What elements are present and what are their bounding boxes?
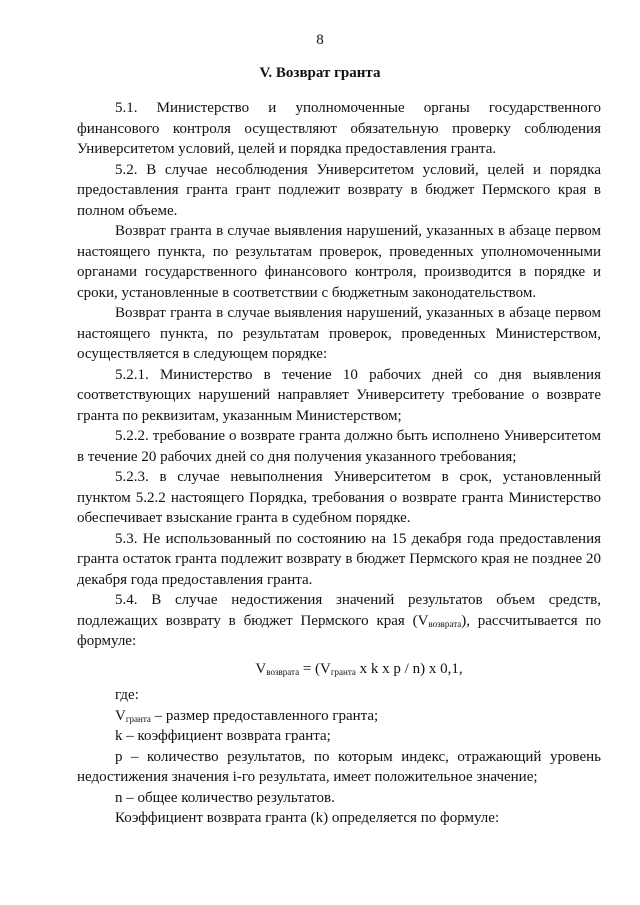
paragraph-5-2-1: 5.2.1. Министерство в течение 10 рабочих дней со дня выявления соответствующих нарушений направляет Университету требование о возврате гранта по реквизитам, указанным Министерством; bbox=[77, 366, 601, 424]
paragraph-5-2-2: 5.2.2. требование о возврате гранта должно быть исполнено Университетом в течение 20 рабочих дней со дня получения указанного требования; bbox=[77, 428, 601, 465]
definition-n: n – общее количество результатов. bbox=[115, 789, 335, 806]
definition-v-grant bbox=[77, 706, 601, 727]
definition-k: k – коэффициент возврата гранта; bbox=[115, 728, 331, 744]
formula-lhs: V bbox=[255, 660, 267, 677]
definition-where: где: bbox=[115, 687, 139, 703]
formula-lhs-subscript: возврата bbox=[266, 666, 300, 677]
paragraph-5-2-3: 5.2.3. в случае невыполнения Университетом в срок, установленный пунктом 5.2.2 настоящего Порядка, требования о возврате гранта Министерство обеспечивает взыскание гранта в судебном порядке. bbox=[77, 469, 601, 526]
paragraph-5-4-subscript: возврата bbox=[428, 618, 462, 629]
paragraph-5-4-text-b: ), рассчитывается по формуле: bbox=[77, 612, 601, 649]
return-formula bbox=[77, 659, 601, 680]
definition-p: p – количество результатов, по которым индекс, отражающий уровень недостижения значения i-го результата, имеет положительное значение; bbox=[77, 748, 601, 785]
paragraph-5-4-text-a: 5.4. В случае недостижения значений результатов объем средств, подлежащих возврату в бюджет Пермского края (V bbox=[77, 592, 601, 629]
paragraph-5-2: 5.2. В случае несоблюдения Университетом условий, целей и порядка предоставления гранта грант подлежит возврату в бюджет Пермского края в полном объеме. bbox=[77, 161, 601, 219]
paragraph-return-by-control-bodies: Возврат гранта в случае выявления нарушений, указанных в абзаце первом настоящего пункта, по результатам проверок, проведенных уполномоченными органами государственного финансового контроля, производится в порядке и сроки, установленные в соответствии с бюджетным законодательством. bbox=[77, 223, 601, 301]
page-number: 8 bbox=[316, 32, 324, 48]
definition-v-grant-text: – размер предоставленного гранта; bbox=[150, 707, 379, 724]
paragraph-5-1: 5.1. Министерство и уполномоченные органы государственного финансового контроля осуществляют обязательную проверку соблюдения Университетом условий, целей и порядка предоставления гранта. bbox=[77, 100, 601, 157]
formula-grant-subscript: гранта bbox=[330, 666, 356, 677]
paragraph-5-4 bbox=[77, 590, 601, 652]
document-body bbox=[77, 98, 601, 829]
section-title: V. Возврат гранта bbox=[259, 65, 381, 81]
formula-eq: = (V bbox=[299, 660, 331, 677]
formula-rest: x k x p / n) x 0,1, bbox=[355, 660, 463, 677]
paragraph-5-3: 5.3. Не использованный по состоянию на 15 декабря года предоставления гранта остаток гранта подлежит возврату в бюджет Пермского края не позднее 20 декабря года предоставления гранта. bbox=[77, 530, 601, 588]
definition-v-grant-symbol: V bbox=[115, 707, 126, 724]
definition-v-grant-subscript: гранта bbox=[125, 713, 151, 724]
k-formula-intro: Коэффициент возврата гранта (k) определяется по формуле: bbox=[115, 810, 500, 826]
paragraph-return-by-ministry: Возврат гранта в случае выявления нарушений, указанных в абзаце первом настоящего пункта, по результатам проверок, проведенных Министерством, осуществляется в следующем порядке: bbox=[77, 305, 601, 362]
